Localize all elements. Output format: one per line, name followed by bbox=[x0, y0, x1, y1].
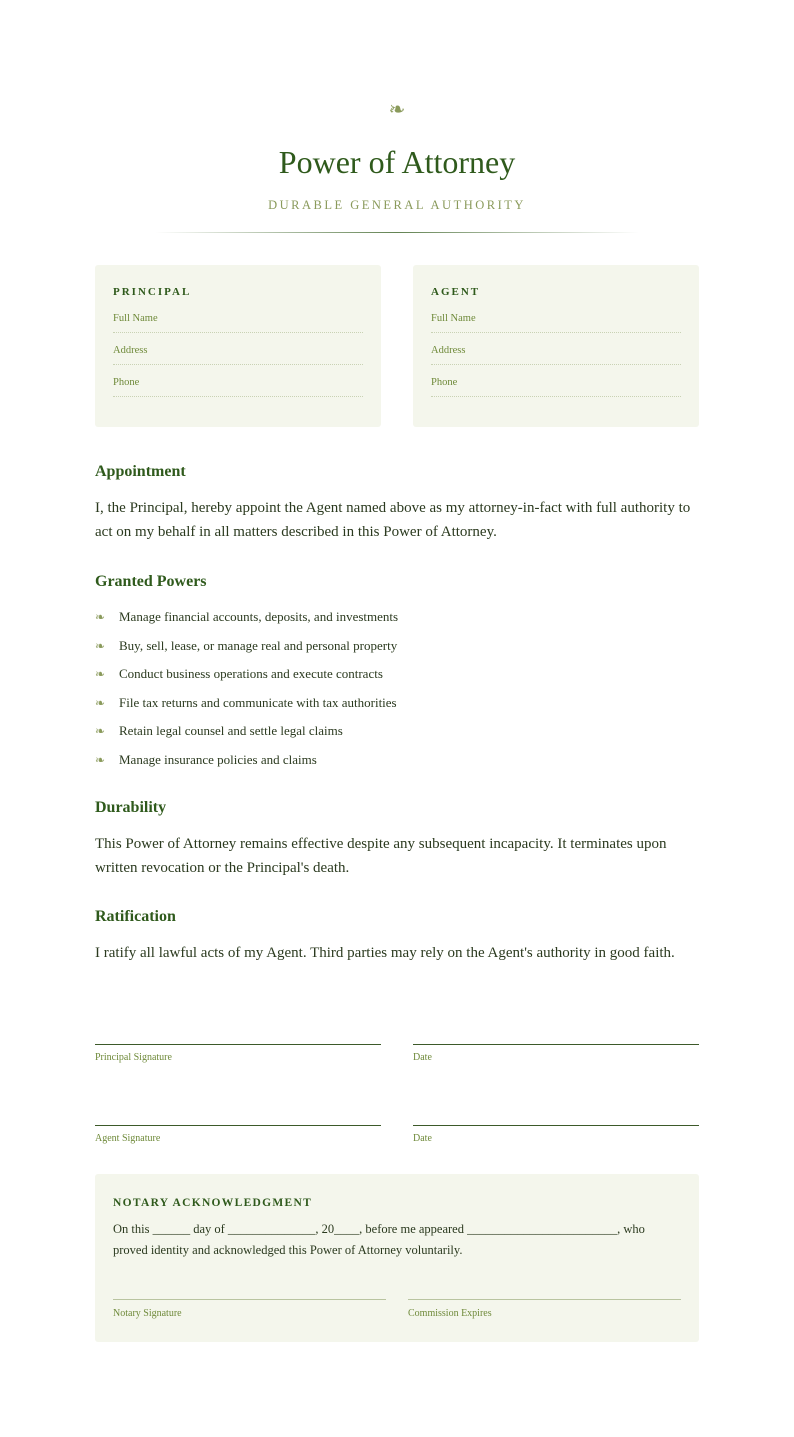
fleuron-bullet-icon: ❧ bbox=[95, 610, 106, 624]
commission-expires-line[interactable] bbox=[408, 1299, 681, 1300]
agent-signature-line[interactable] bbox=[95, 1125, 381, 1126]
notary-heading: NOTARY ACKNOWLEDGMENT bbox=[113, 1197, 313, 1209]
power-text: Manage insurance policies and claims bbox=[119, 751, 317, 767]
agent-date-line[interactable] bbox=[413, 1125, 699, 1126]
agent-signature-label: Agent Signature bbox=[95, 1133, 161, 1144]
appointment-text: I, the Principal, hereby appoint the Agent named above as my attorney-in-fact with full authority to act on my behalf in all matters described in this Power of Attorney. bbox=[95, 500, 691, 540]
agent-heading: AGENT bbox=[431, 286, 481, 298]
notary-signature-label: Notary Signature bbox=[113, 1308, 182, 1319]
agent-full-name-field[interactable]: Full Name bbox=[431, 312, 681, 333]
granted-powers-heading: Granted Powers bbox=[95, 573, 207, 590]
principal-phone-field[interactable]: Phone bbox=[113, 376, 363, 397]
commission-expires-block[interactable] bbox=[408, 1299, 681, 1320]
principal-heading: PRINCIPAL bbox=[113, 286, 192, 298]
power-text: Manage financial accounts, deposits, and investments bbox=[119, 609, 399, 624]
durability-text: This Power of Attorney remains effective despite any subsequent incapacity. It terminates upon written revocation or the Principal's death. bbox=[95, 836, 667, 876]
principal-date-block[interactable] bbox=[413, 1044, 699, 1064]
notary-signature-block[interactable] bbox=[113, 1299, 386, 1320]
commission-expires-label: Commission Expires bbox=[408, 1308, 492, 1319]
principal-address-field[interactable]: Address bbox=[113, 344, 363, 365]
list-item bbox=[95, 661, 699, 690]
agent-address-field[interactable]: Address bbox=[431, 344, 681, 365]
ratification-heading: Ratification bbox=[95, 908, 176, 925]
principal-date-line[interactable] bbox=[413, 1044, 699, 1045]
agent-date-label: Date bbox=[413, 1133, 432, 1144]
agent-date-block[interactable] bbox=[413, 1125, 699, 1145]
principal-signature-block[interactable] bbox=[95, 1044, 381, 1064]
notary-signature-line[interactable] bbox=[113, 1299, 386, 1300]
page-title: Power of Attorney bbox=[278, 144, 516, 180]
list-item bbox=[95, 690, 699, 719]
power-text: Buy, sell, lease, or manage real and personal property bbox=[119, 637, 398, 653]
list-item bbox=[95, 718, 699, 747]
fleuron-bullet-icon: ❧ bbox=[95, 724, 106, 739]
principal-full-name-field[interactable]: Full Name bbox=[113, 312, 363, 333]
ratification-text: I ratify all lawful acts of my Agent. Third parties may rely on the Agent's authority in good faith. bbox=[95, 945, 675, 961]
agent-signature-block[interactable] bbox=[95, 1125, 381, 1145]
notary-text: On this ______ day of ______________, 20____, before me appeared ________________________, who proved identity and acknowledged this Power of Attorney voluntarily. bbox=[113, 1222, 645, 1257]
power-text: File tax returns and communicate with tax authorities bbox=[119, 694, 397, 710]
principal-date-label: Date bbox=[413, 1052, 432, 1063]
durability-heading: Durability bbox=[95, 799, 167, 816]
list-item bbox=[95, 633, 699, 662]
notary-panel bbox=[95, 1174, 699, 1342]
agent-panel bbox=[413, 265, 699, 427]
fleuron-bullet-icon: ❧ bbox=[95, 638, 106, 653]
header-divider bbox=[155, 232, 639, 233]
power-text: Retain legal counsel and settle legal claims bbox=[119, 723, 343, 739]
list-item bbox=[95, 604, 699, 633]
fleuron-bullet-icon: ❧ bbox=[95, 752, 106, 767]
granted-powers-list bbox=[95, 604, 699, 776]
fleuron-ornament-icon: ❧ bbox=[388, 99, 406, 121]
page-subtitle: DURABLE GENERAL AUTHORITY bbox=[268, 198, 526, 212]
list-item bbox=[95, 747, 699, 776]
fleuron-bullet-icon: ❧ bbox=[95, 667, 106, 682]
fleuron-bullet-icon: ❧ bbox=[95, 695, 106, 710]
agent-phone-field[interactable]: Phone bbox=[431, 376, 681, 397]
power-text: Conduct business operations and execute contracts bbox=[119, 666, 383, 682]
principal-panel bbox=[95, 265, 381, 427]
principal-signature-line[interactable] bbox=[95, 1044, 381, 1045]
principal-signature-label: Principal Signature bbox=[95, 1052, 172, 1063]
appointment-heading: Appointment bbox=[95, 463, 186, 480]
